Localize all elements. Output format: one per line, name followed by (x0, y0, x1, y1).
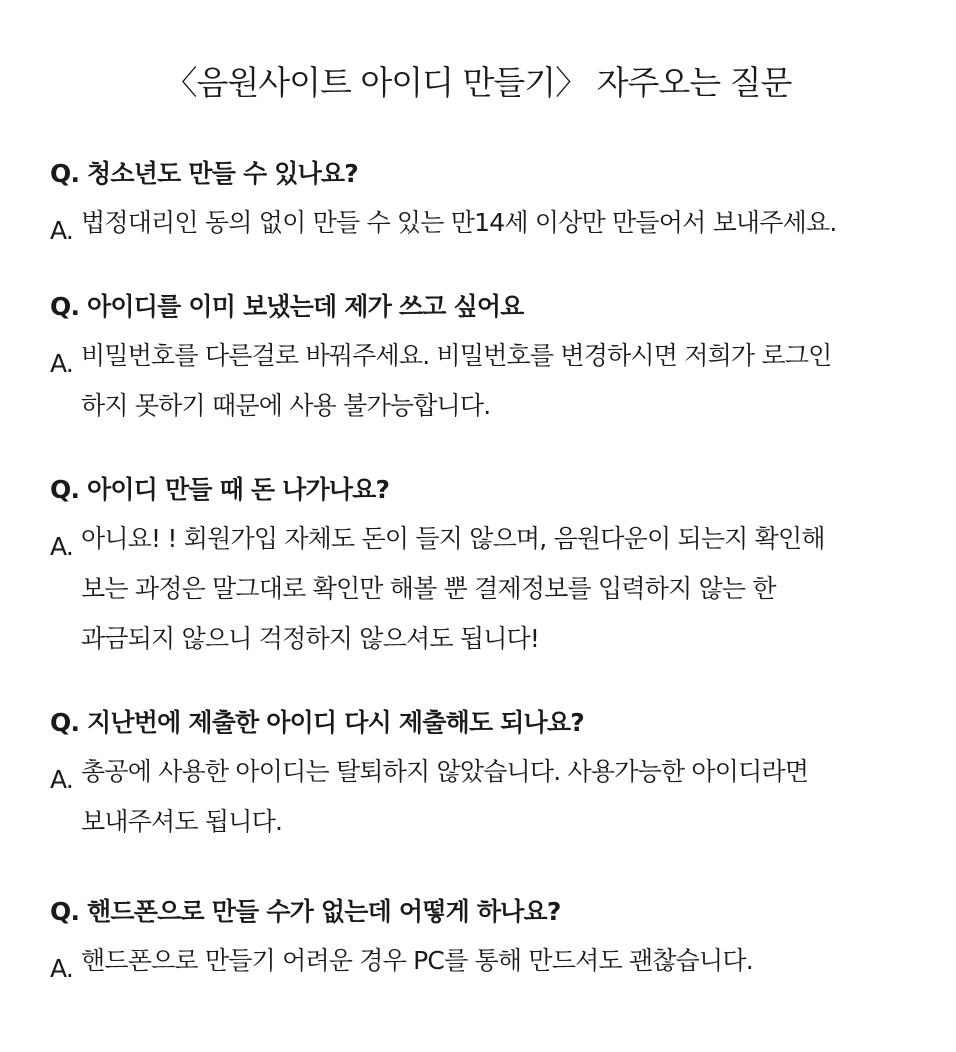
faq-answer (50, 944, 930, 994)
answer-line: 보내주셔도 됩니다. (81, 807, 283, 836)
answer-prefix: A. (50, 954, 74, 983)
page-title: 〈음원사이트 아이디 만들기〉 자주오는 질문 (164, 63, 792, 102)
answer-prefix: A. (50, 765, 74, 794)
faq-item (50, 706, 930, 847)
faq-question: Q. 청소년도 만들 수 있나요? (50, 159, 358, 188)
answer-line: 비밀번호를 다른걸로 바꿔주세요. 비밀번호를 변경하시면 저희가 로그인 (81, 341, 832, 370)
answer-line: 총공에 사용한 아이디는 탈퇴하지 않았습니다. 사용가능한 아이디라면 (81, 757, 809, 786)
answer-line: 하지 못하기 때문에 사용 불가능합니다. (81, 391, 491, 420)
answer-prefix: A. (50, 532, 74, 561)
faq-item (50, 290, 930, 431)
answer-prefix: A. (50, 349, 74, 378)
answer-line: 핸드폰으로 만들기 어려운 경우 PC를 통해 만드셔도 괜찮습니다. (81, 946, 753, 975)
faq-question: Q. 지난번에 제출한 아이디 다시 제출해도 되나요? (50, 708, 584, 737)
answer-line: 법정대리인 동의 없이 만들 수 있는 만14세 이상만 만들어서 보내주세요. (81, 208, 837, 237)
faq-question: Q. 아이디 만들 때 돈 나가나요? (50, 475, 390, 504)
faq-answer (50, 206, 930, 256)
faq-answer (50, 339, 930, 431)
faq-answer (50, 755, 930, 847)
faq-question: Q. 핸드폰으로 만들 수가 없는데 어떻게 하나요? (50, 897, 561, 926)
answer-line: 아니요! ! 회원가입 자체도 돈이 들지 않으며, 음원다운이 되는지 확인해 (81, 524, 825, 553)
faq-item (50, 895, 930, 994)
answer-line: 보는 과정은 말그대로 확인만 해볼 뿐 결제정보를 입력하지 않는 한 (81, 574, 776, 603)
answer-prefix: A. (50, 216, 74, 245)
faq-item (50, 157, 930, 256)
faq-question: Q. 아이디를 이미 보냈는데 제가 쓰고 싶어요 (50, 292, 524, 321)
faq-answer (50, 522, 930, 664)
answer-line: 과금되지 않으니 걱정하지 않으셔도 됩니다! (81, 624, 540, 653)
faq-item (50, 473, 930, 664)
